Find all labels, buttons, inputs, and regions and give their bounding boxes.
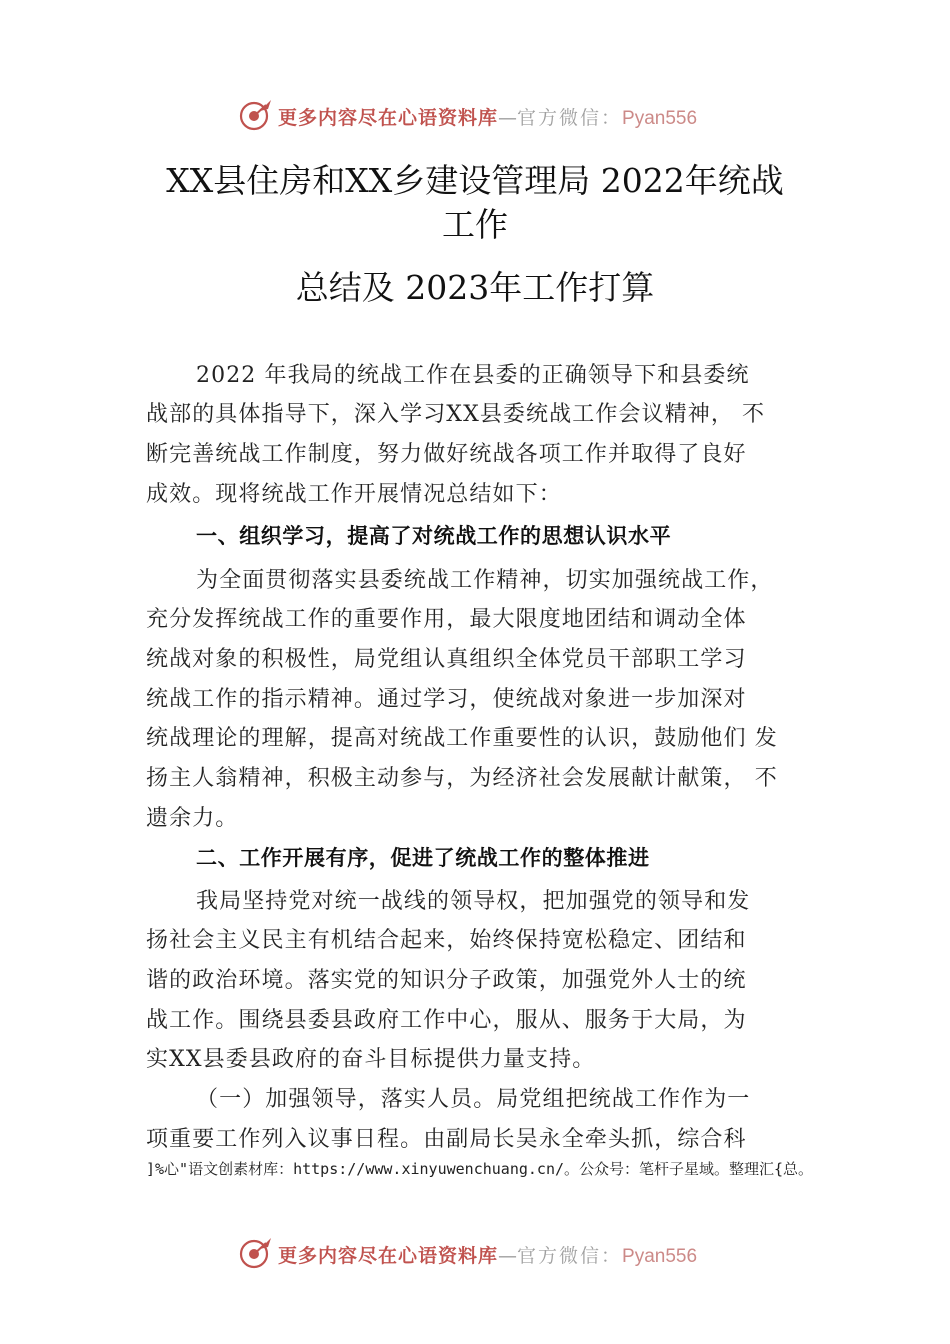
banner-brand: 更多内容尽在心语资料库 xyxy=(278,1245,499,1267)
paragraph-line: 遗余力。 xyxy=(146,806,239,831)
paragraph-line: 充分发挥统战工作的重要作用，最大限度地团结和调动全体 xyxy=(146,607,747,632)
document-title-line-3: 总结及 2023年工作打算 xyxy=(295,268,655,307)
paragraph-line: 统战工作的指示精神。通过学习，使统战对象进一步加深对 xyxy=(146,687,747,712)
quill-logo-icon xyxy=(238,97,274,133)
banner-dash: — xyxy=(498,1245,518,1267)
paragraph-line: 扬社会主义民主有机结合起来，始终保持宽松稳定、团结和 xyxy=(146,928,747,953)
paragraph-line: 项重要工作列入议事日程。由副局长吴永全牵头抓，综合科 xyxy=(146,1127,747,1152)
quill-logo-icon xyxy=(238,1235,274,1271)
paragraph-line: 谐的政治环境。落实党的知识分子政策，加强党外人士的统 xyxy=(146,968,747,993)
banner-account: Pyan556 xyxy=(622,108,698,129)
paragraph-line: 为全面贯彻落实县委统战工作精神，切实加强统战工作， xyxy=(196,568,774,593)
banner-wechat-label: 官方微信： xyxy=(517,1245,623,1267)
paragraph-line: 战工作。围绕县委县政府工作中心，服从、服务于大局，为 xyxy=(146,1008,747,1033)
footer-watermark xyxy=(0,1233,950,1273)
paragraph-line: 统战对象的积极性，局党组认真组织全体党员干部职工学习 xyxy=(146,647,747,672)
banner-account: Pyan556 xyxy=(622,1246,698,1267)
paragraph-line: 成效。现将统战工作开展情况总结如下： xyxy=(146,482,562,507)
document-title-line-1: XX县住房和XX乡建设管理局 2022年统战 xyxy=(166,161,784,200)
banner-brand: 更多内容尽在心语资料库 xyxy=(278,107,499,129)
paragraph-line: 统战理论的理解，提高对统战工作重要性的认识，鼓励他们 发 xyxy=(146,726,778,751)
paragraph-line: 实XX县委县政府的奋斗目标提供力量支持。 xyxy=(146,1047,596,1072)
banner-dash: — xyxy=(498,107,518,129)
paragraph-line: 断完善统战工作制度，努力做好统战各项工作并取得了良好 xyxy=(146,442,747,467)
header-watermark xyxy=(0,95,950,135)
paragraph-line: 扬主人翁精神，积极主动参与，为经济社会发展献计献策， 不 xyxy=(146,766,778,791)
paragraph-line: 2022 年我局的统战工作在县委的正确领导下和县委统 xyxy=(196,363,750,388)
paragraph-line: （一）加强领导，落实人员。局党组把统战工作作为一 xyxy=(196,1087,751,1112)
section-heading-2: 二、工作开展有序，促进了统战工作的整体推进 xyxy=(196,846,650,870)
document-title-line-2: 工作 xyxy=(442,205,508,244)
paragraph-line: 我局坚持党对统一战线的领导权，把加强党的领导和发 xyxy=(196,889,751,914)
paragraph-line: 战部的具体指导下，深入学习XX县委统战工作会议精神， 不 xyxy=(146,402,766,427)
section-heading-1: 一、组织学习，提高了对统战工作的思想认识水平 xyxy=(196,524,672,548)
banner-wechat-label: 官方微信： xyxy=(517,107,623,129)
source-footnote: ]%心"语文创素材库：https://www.xinyuwenchuang.cn/。公众号：笔杆子星域。整理汇{总。 xyxy=(146,1160,814,1178)
